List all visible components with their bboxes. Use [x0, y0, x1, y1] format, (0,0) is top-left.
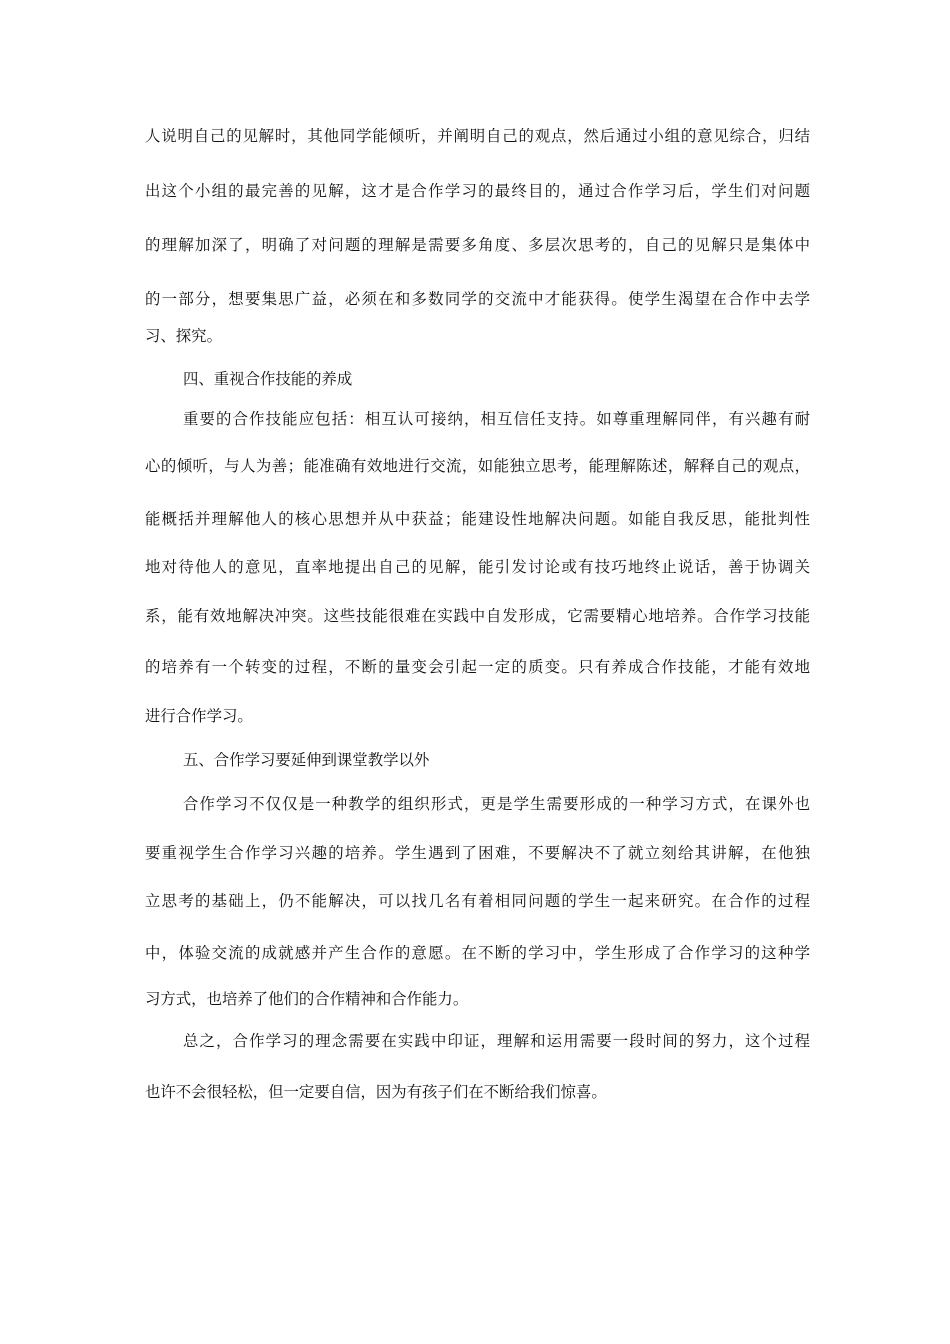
paragraph-line: 要重视学生合作学习兴趣的培养。学生遇到了困难，不要解决不了就立刻给其讲解，在他独	[145, 844, 810, 862]
paragraph-line: 的理解加深了，明确了对问题的理解是需要多角度、多层次思考的，自己的见解只是集体中	[145, 236, 810, 254]
paragraph-line: 进行合作学习。	[145, 707, 253, 725]
paragraph-line: 系，能有效地解决冲突。这些技能很难在实践中自发形成，它需要精心地培养。合作学习技能	[145, 607, 810, 625]
section-heading: 五、合作学习要延伸到课堂教学以外	[183, 751, 430, 769]
paragraph-line: 合作学习不仅仅是一种教学的组织形式，更是学生需要形成的一种学习方式，在课外也	[183, 795, 810, 813]
paragraph-line: 总之，合作学习的理念需要在实践中印证，理解和运用需要一段时间的努力，这个过程	[183, 1032, 810, 1050]
section-heading: 四、重视合作技能的养成	[183, 370, 353, 388]
paragraph-line: 习方式，也培养了他们的合作精神和合作能力。	[145, 990, 469, 1008]
paragraph-line: 能概括并理解他人的核心思想并从中获益；能建设性地解决问题。如能自我反思，能批判性	[145, 510, 810, 528]
paragraph-line: 人说明自己的见解时，其他同学能倾听，并阐明自己的观点，然后通过小组的意见综合，归结	[145, 127, 810, 145]
paragraph-line: 心的倾听，与人为善；能准确有效地进行交流，如能独立思考，能理解陈述，解释自己的观点，	[145, 457, 810, 475]
paragraph-line: 的培养有一个转变的过程，不断的量变会引起一定的质变。只有养成合作技能，才能有效地	[145, 658, 810, 676]
paragraph-line: 也许不会很轻松，但一定要自信，因为有孩子们在不断给我们惊喜。	[145, 1083, 607, 1101]
paragraph-line: 出这个小组的最完善的见解，这才是合作学习的最终目的，通过合作学习后，学生们对问题	[145, 182, 810, 200]
paragraph-line: 重要的合作技能应包括：相互认可接纳，相互信任支持。如尊重理解同伴，有兴趣有耐	[183, 410, 810, 428]
paragraph-line: 中，体验交流的成就感并产生合作的意愿。在不断的学习中，学生形成了合作学习的这种学	[145, 944, 810, 962]
paragraph-line: 立思考的基础上，仍不能解决，可以找几名有着相同问题的学生一起来研究。在合作的过程	[145, 892, 810, 910]
paragraph-line: 的一部分，想要集思广益，必须在和多数同学的交流中才能获得。使学生渴望在合作中去学	[145, 290, 810, 308]
paragraph-line: 地对待他人的意见，直率地提出自己的见解，能引发讨论或有技巧地终止说话，善于协调关	[145, 558, 810, 576]
paragraph-line: 习、探究。	[145, 327, 222, 345]
